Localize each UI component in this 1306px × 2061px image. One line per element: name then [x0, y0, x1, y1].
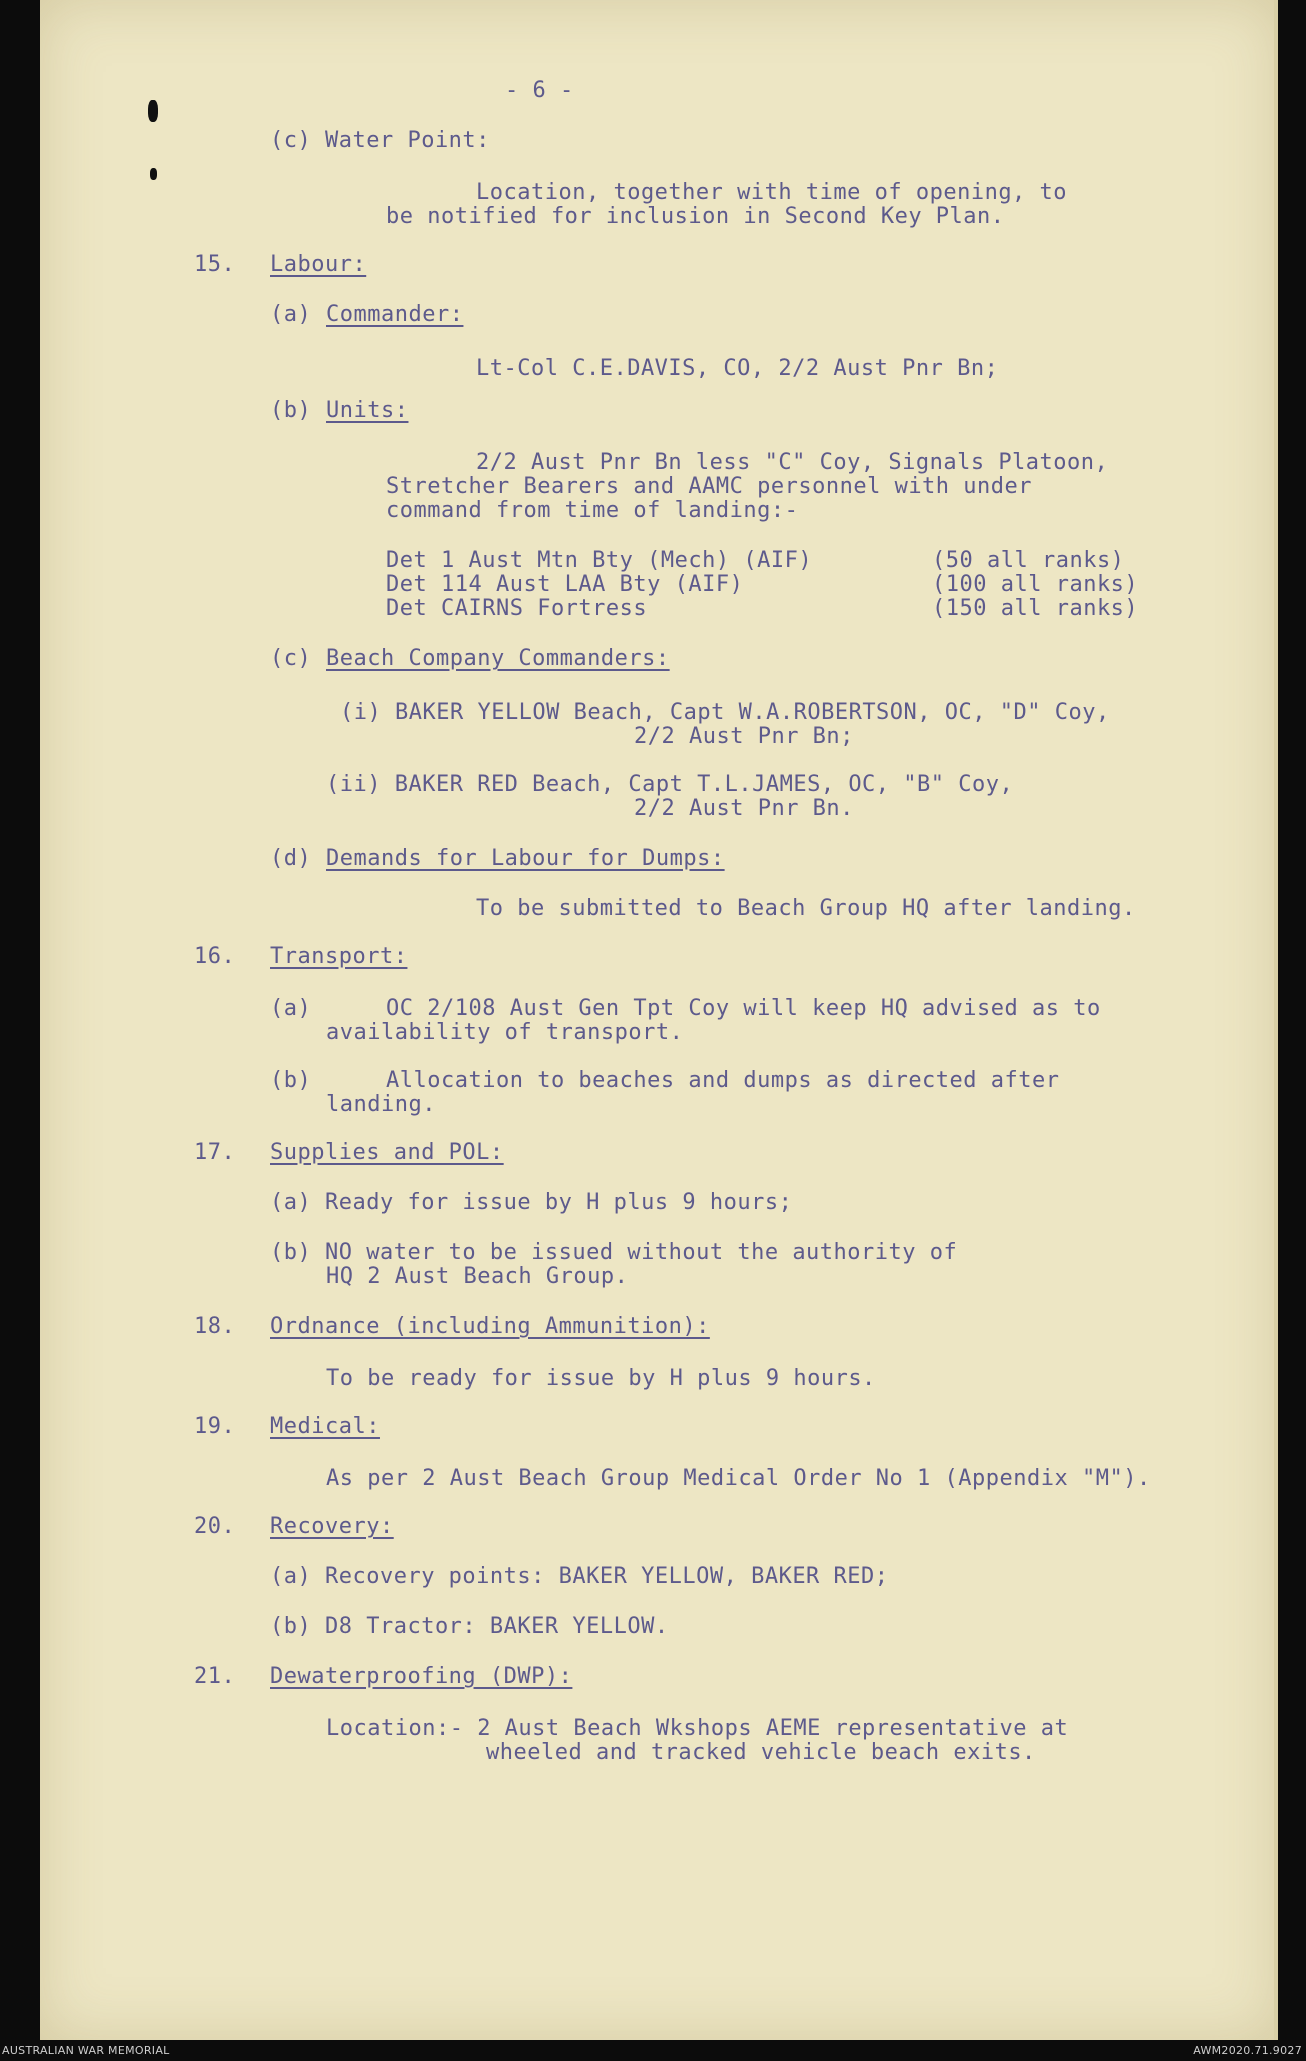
units-text: Stretcher Bearers and AAMC personnel with under	[386, 474, 1033, 499]
section-number: 17.	[194, 1140, 236, 1165]
transport-text: availability of transport.	[326, 1020, 684, 1045]
supplies-text: (b) NO water to be issued without the authority of	[270, 1240, 958, 1265]
punch-hole-mark	[150, 168, 157, 180]
section-title: Labour:	[270, 252, 367, 277]
section-title: Medical:	[270, 1414, 380, 1439]
labour-demands-text: To be submitted to Beach Group HQ after landing.	[476, 896, 1136, 921]
section-title: Transport:	[270, 944, 408, 969]
transport-text: OC 2/108 Aust Gen Tpt Coy will keep HQ advised as to	[386, 996, 1101, 1021]
paper-edge	[1274, 0, 1278, 2040]
item-label: (a)	[270, 996, 312, 1021]
section-title: Recovery:	[270, 1514, 394, 1539]
beach-commander-text: (ii) BAKER RED Beach, Capt T.L.JAMES, OC, "B" Coy,	[326, 772, 1014, 797]
medical-text: As per 2 Aust Beach Group Medical Order No 1 (Appendix "M").	[326, 1466, 1151, 1491]
footer-archive-name: AUSTRALIAN WAR MEMORIAL	[2, 2044, 170, 2057]
transport-text: landing.	[326, 1092, 436, 1117]
units-text: 2/2 Aust Pnr Bn less "C" Coy, Signals Platoon,	[476, 450, 1109, 475]
footer-item-id: AWM2020.71.9027	[1193, 2044, 1302, 2057]
dewaterproofing-text: wheeled and tracked vehicle beach exits.	[486, 1740, 1036, 1765]
supplies-text: (a) Ready for issue by H plus 9 hours;	[270, 1190, 793, 1215]
section-number: 15.	[194, 252, 236, 277]
item-label: (b)	[270, 398, 312, 423]
item-label: (d)	[270, 846, 312, 871]
units-text: command from time of landing:-	[386, 498, 799, 523]
section-number: 19.	[194, 1414, 236, 1439]
beach-commander-text: (i) BAKER YELLOW Beach, Capt W.A.ROBERTSON, OC, "D" Coy,	[340, 700, 1110, 725]
punch-hole-mark	[148, 100, 158, 122]
unit-name: Det CAIRNS Fortress	[386, 596, 648, 621]
item-label: (b)	[270, 1068, 312, 1093]
ordnance-text: To be ready for issue by H plus 9 hours.	[326, 1366, 876, 1391]
unit-count: (100 all ranks)	[932, 572, 1139, 597]
item-title: Demands for Labour for Dumps:	[326, 846, 725, 871]
unit-count: (150 all ranks)	[932, 596, 1139, 621]
section-number: 18.	[194, 1314, 236, 1339]
section-number: 20.	[194, 1514, 236, 1539]
item-label: (c)	[270, 646, 312, 671]
dewaterproofing-text: Location:- 2 Aust Beach Wkshops AEME representative at	[326, 1716, 1069, 1741]
item-title: Commander:	[326, 302, 464, 327]
section-title: Supplies and POL:	[270, 1140, 504, 1165]
water-point-text: be notified for inclusion in Second Key Plan.	[386, 204, 1005, 229]
section-title: Ordnance (including Ammunition):	[270, 1314, 710, 1339]
item-title: Units:	[326, 398, 409, 423]
transport-text: Allocation to beaches and dumps as directed after	[386, 1068, 1060, 1093]
page-number: - 6 -	[505, 78, 574, 103]
section-number: 21.	[194, 1664, 236, 1689]
commander-text: Lt-Col C.E.DAVIS, CO, 2/2 Aust Pnr Bn;	[476, 356, 999, 381]
beach-commander-text: 2/2 Aust Pnr Bn;	[634, 724, 854, 749]
recovery-text: (a) Recovery points: BAKER YELLOW, BAKER RED;	[270, 1564, 889, 1589]
unit-name: Det 114 Aust LAA Bty (AIF)	[386, 572, 744, 597]
section-number: 16.	[194, 944, 236, 969]
unit-count: (50 all ranks)	[932, 548, 1125, 573]
supplies-text: HQ 2 Aust Beach Group.	[326, 1264, 629, 1289]
beach-commander-text: 2/2 Aust Pnr Bn.	[634, 796, 854, 821]
section-title: Dewaterproofing (DWP):	[270, 1664, 573, 1689]
water-point-heading: (c) Water Point:	[270, 128, 490, 153]
unit-name: Det 1 Aust Mtn Bty (Mech) (AIF)	[386, 548, 813, 573]
item-label: (a)	[270, 302, 312, 327]
water-point-text: Location, together with time of opening, to	[476, 180, 1068, 205]
recovery-text: (b) D8 Tractor: BAKER YELLOW.	[270, 1614, 669, 1639]
item-title: Beach Company Commanders:	[326, 646, 670, 671]
